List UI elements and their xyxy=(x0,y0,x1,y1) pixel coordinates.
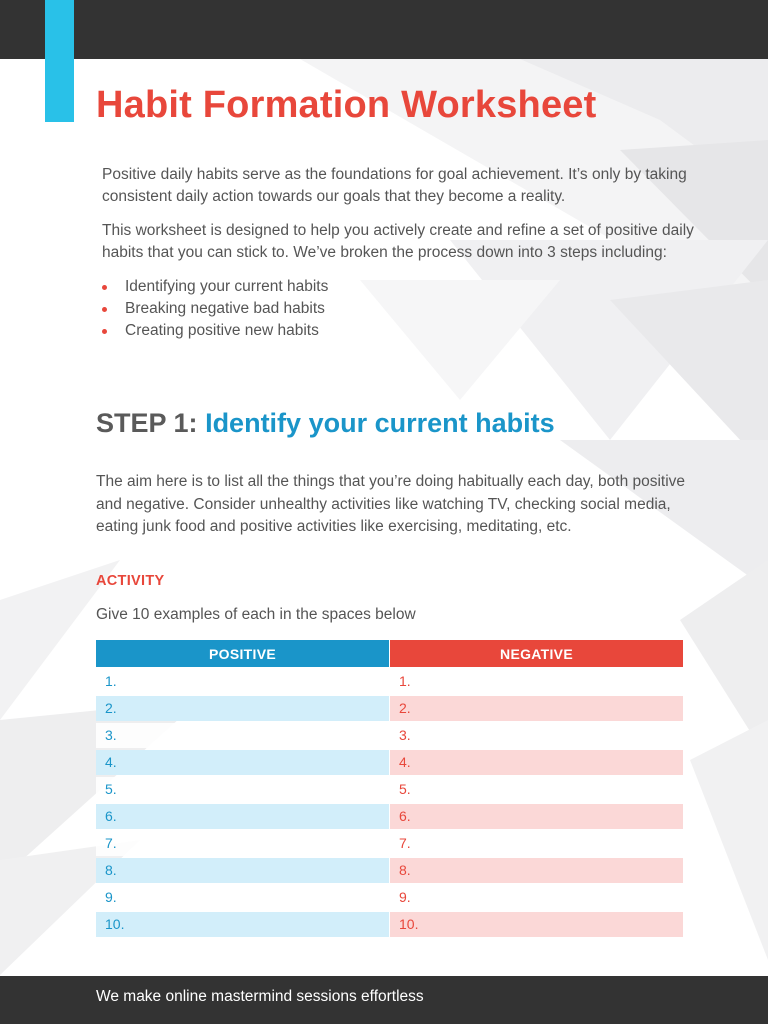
negative-entry-field[interactable]: 9. xyxy=(390,885,683,910)
step-1-heading xyxy=(96,408,555,439)
bullet-dot-icon xyxy=(102,307,107,312)
activity-instruction: Give 10 examples of each in the spaces below xyxy=(96,606,416,623)
negative-entry-field[interactable]: 2. xyxy=(390,696,683,721)
step-number: STEP 1: xyxy=(96,408,198,438)
page-title: Habit Formation Worksheet xyxy=(96,84,597,126)
table-body xyxy=(96,667,683,937)
positive-column-header: POSITIVE xyxy=(96,640,389,667)
positive-entry-field[interactable]: 2. xyxy=(96,696,389,721)
negative-entry-field[interactable]: 6. xyxy=(390,804,683,829)
negative-entry-field[interactable]: 1. xyxy=(390,669,683,694)
footer-tagline: We make online mastermind sessions effortless xyxy=(96,988,424,1005)
negative-entry-field[interactable]: 3. xyxy=(390,723,683,748)
bullet-text: Breaking negative bad habits xyxy=(125,300,325,317)
positive-entry-field[interactable]: 10. xyxy=(96,912,389,937)
negative-entry-field[interactable]: 4. xyxy=(390,750,683,775)
positive-entry-field[interactable]: 7. xyxy=(96,831,389,856)
positive-entry-field[interactable]: 4. xyxy=(96,750,389,775)
footer-accent-strip xyxy=(364,966,768,976)
bullet-item xyxy=(102,320,702,342)
intro-paragraph-2: This worksheet is designed to help you actively create and refine a set of positive daily habits that you can stick to. We’ve broken the process down into 3 steps including: xyxy=(102,222,694,261)
negative-column xyxy=(390,667,683,937)
bullet-item xyxy=(102,298,702,320)
negative-column-header: NEGATIVE xyxy=(390,640,683,667)
bullet-item xyxy=(102,276,702,298)
bullet-dot-icon xyxy=(102,285,107,290)
step-1-description: The aim here is to list all the things that you’re doing habitually each day, both positive and negative. Consider unhealthy activities like watching TV, checking social media, eating junk food and positive activities like exercising, meditating, etc. xyxy=(96,473,686,535)
table-header-row xyxy=(96,640,683,667)
positive-entry-field[interactable]: 6. xyxy=(96,804,389,829)
negative-entry-field[interactable]: 7. xyxy=(390,831,683,856)
bullet-text: Creating positive new habits xyxy=(125,322,319,339)
accent-bar xyxy=(45,0,74,122)
negative-entry-field[interactable]: 10. xyxy=(390,912,683,937)
bullet-dot-icon xyxy=(102,329,107,334)
top-header-bar xyxy=(0,0,768,59)
intro-paragraph-1: Positive daily habits serve as the foundations for goal achievement. It’s only by taking consistent daily action towards our goals that they become a reality. xyxy=(102,166,687,205)
activity-label: ACTIVITY xyxy=(96,573,165,589)
bullet-text: Identifying your current habits xyxy=(125,278,329,295)
positive-entry-field[interactable]: 3. xyxy=(96,723,389,748)
positive-entry-field[interactable]: 8. xyxy=(96,858,389,883)
positive-column xyxy=(96,667,389,937)
negative-entry-field[interactable]: 8. xyxy=(390,858,683,883)
positive-entry-field[interactable]: 9. xyxy=(96,885,389,910)
habits-table xyxy=(96,640,683,937)
negative-entry-field[interactable]: 5. xyxy=(390,777,683,802)
positive-entry-field[interactable]: 5. xyxy=(96,777,389,802)
footer-bar xyxy=(0,976,768,1024)
steps-bullet-list xyxy=(102,276,702,342)
positive-entry-field[interactable]: 1. xyxy=(96,669,389,694)
intro-section xyxy=(102,164,702,342)
step-title: Identify your current habits xyxy=(205,408,555,438)
